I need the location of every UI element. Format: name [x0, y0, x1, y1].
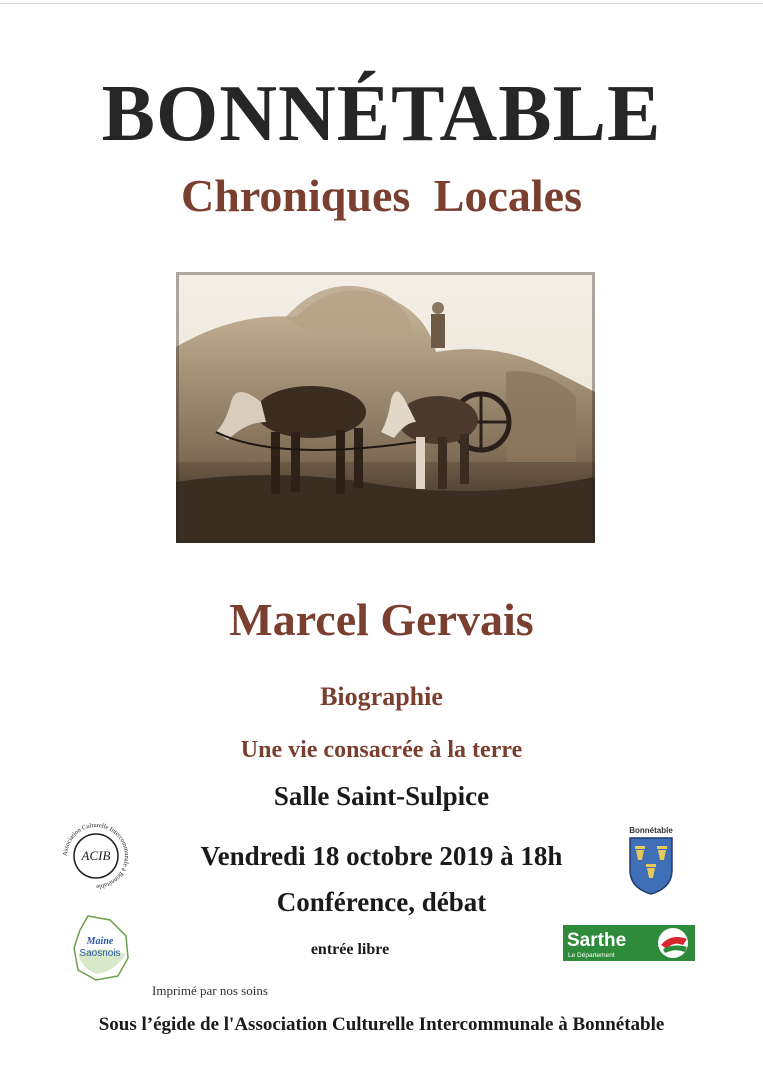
acib-center-text: ACIB: [81, 848, 111, 863]
crest-label: Bonnétable: [629, 826, 673, 835]
speaker-name: Marcel Gervais: [229, 594, 534, 645]
event-date: Vendredi 18 octobre 2019 à 18h: [200, 841, 563, 871]
poster-subtitle: Chroniques Locales: [181, 170, 582, 221]
bonnetable-crest-logo: [622, 826, 680, 898]
entry-note: entrée libre: [310, 941, 390, 958]
sarthe-department-logo: [563, 925, 695, 961]
sarthe-sub: Le Département: [568, 952, 615, 959]
sarthe-name: Sarthe: [567, 930, 627, 951]
acib-logo: [58, 818, 134, 894]
top-border-line: [0, 3, 763, 4]
footer-patronage: Sous l’égide de l'Association Culturelle Intercommunale à Bonnétable: [98, 1014, 665, 1035]
maine-line2: Saosnois: [79, 948, 121, 959]
acib-ring-text: Association Culturelle Intercommunale à Bonnétable: [61, 821, 131, 891]
event-tagline: Une vie consacrée à la terre: [240, 737, 523, 763]
hay-harvest-illustration: [176, 272, 595, 543]
printed-note: Imprimé par nos soins: [152, 983, 268, 998]
maine-saosnois-logo: [70, 914, 132, 982]
maine-line1: Maine: [86, 936, 114, 947]
hay-harvest-photo: [176, 272, 595, 543]
event-venue: Salle Saint-Sulpice: [273, 781, 490, 811]
event-genre: Biographie: [320, 682, 443, 711]
poster-title: BONNÉTABLE: [101, 70, 662, 158]
crest-shield-icon: [628, 836, 674, 896]
event-format: Conférence, débat: [276, 887, 487, 917]
